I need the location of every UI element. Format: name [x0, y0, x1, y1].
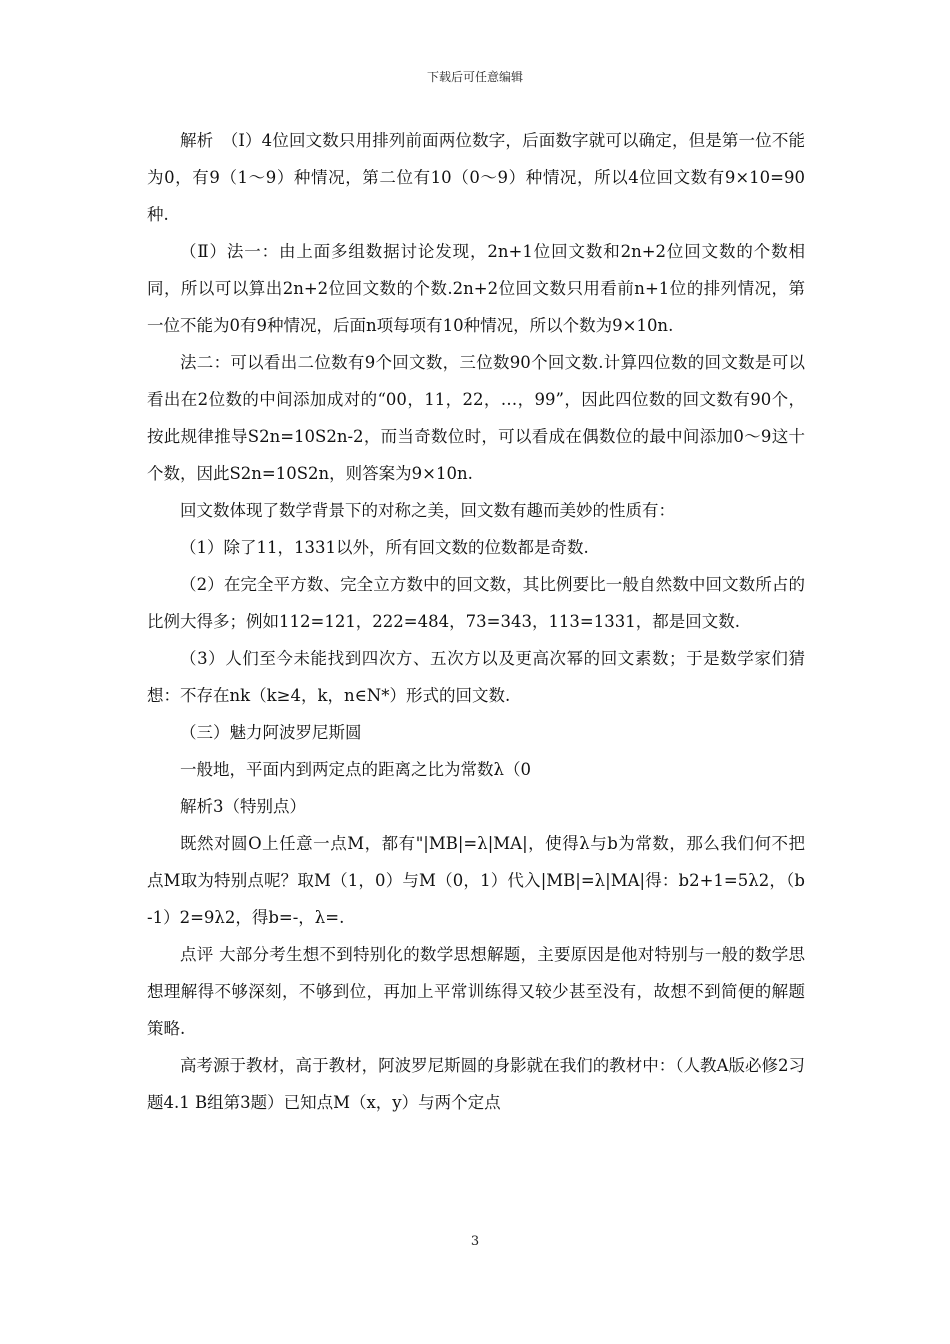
paragraph-property-1: （1）除了11，1331以外，所有回文数的位数都是奇数.	[180, 538, 589, 557]
paragraph-solution-part1: 解析 （Ⅰ）4位回文数只用排列前面两位数字，后面数字就可以确定，但是第一位不能为0，有9（1～9）种情况，第二位有10（0～9）种情况，所以4位回文数有9×10=90种.	[147, 131, 805, 224]
paragraph-special-point: 既然对圆O上任意一点M，都有"|MB|=λ|MA|，使得λ与b为常数，那么我们何不把点M取为特别点呢？取M（1，0）与M（0，1）代入|MB|=λ|MA|得：b2+1=5λ2，（b-1）2=9λ2，得b=-，λ=.	[147, 834, 805, 927]
paragraph-comment: 点评 大部分考生想不到特别化的数学思想解题，主要原因是他对特别与一般的数学思想理解得不够深刻，不够到位，再加上平常训练得又较少甚至没有，故想不到简便的解题策略.	[147, 945, 805, 1038]
paragraph-solution-part2-method1: （Ⅱ）法一：由上面多组数据讨论发现，2n+1位回文数和2n+2位回文数的个数相同，所以可以算出2n+2位回文数的个数.2n+2位回文数只用看前n+1位的排列情况，第一位不能为0有9种情况，后面n项每项有10种情况，所以个数为9×10n.	[147, 242, 805, 335]
page-number: 3	[470, 1234, 480, 1249]
document-body	[147, 122, 805, 1121]
paragraph-solution-3-heading: 解析3（特别点）	[180, 797, 306, 816]
paragraph-palindrome-intro: 回文数体现了数学背景下的对称之美，回文数有趣而美妙的性质有：	[180, 501, 675, 520]
paragraph-solution-part2-method2: 法二：可以看出二位数有9个回文数，三位数90个回文数.计算四位数的回文数是可以看出在2位数的中间添加成对的“00，11，22，…，99”，因此四位数的回文数有90个，按此规律推导S2n=10S2n-2，而当奇数位时，可以看成在偶数位的最中间添加0～9这十个数，因此S2n=10S2n，则答案为9×10n.	[147, 353, 805, 483]
paragraph-apollonius-definition: 一般地，平面内到两定点的距离之比为常数λ（0	[180, 760, 531, 779]
paragraph-property-3: （3）人们至今未能找到四次方、五次方以及更高次幂的回文素数；于是数学家们猜想：不存在nk（k≥4，k，n∈N*）形式的回文数.	[147, 649, 805, 705]
page-header: 下载后可任意编辑	[426, 70, 523, 84]
section-heading-apollonius: （三）魅力阿波罗尼斯圆	[180, 723, 362, 742]
paragraph-property-2: （2）在完全平方数、完全立方数中的回文数，其比例要比一般自然数中回文数所占的比例大得多；例如112=121，222=484，73=343，113=1331，都是回文数.	[147, 575, 805, 631]
paragraph-textbook-source: 高考源于教材，高于教材，阿波罗尼斯圆的身影就在我们的教材中：（人教A版必修2习题4.1 B组第3题）已知点M（x，y）与两个定点	[147, 1056, 805, 1112]
